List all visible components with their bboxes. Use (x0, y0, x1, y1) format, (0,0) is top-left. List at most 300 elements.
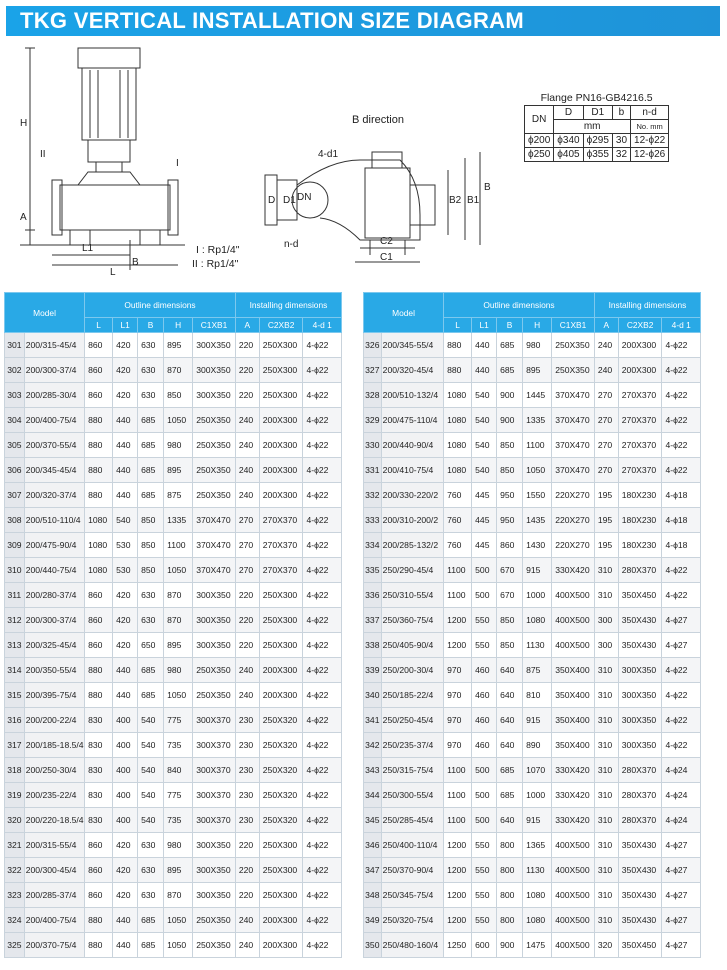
value-cell: 4-ϕ27 (662, 883, 701, 908)
value-cell: 240 (235, 908, 259, 933)
value-cell: 300X370 (193, 708, 236, 733)
header-outline: Outline dimensions (444, 293, 595, 318)
value-cell: 250X320 (259, 733, 303, 758)
row-number: 315 (5, 683, 25, 708)
row-number: 311 (5, 583, 25, 608)
model-cell: 200/475-90/4 (24, 533, 84, 558)
value-cell: 1200 (444, 858, 472, 883)
value-cell: 270X370 (618, 458, 662, 483)
value-cell: 880 (85, 933, 113, 958)
value-cell: 880 (85, 458, 113, 483)
value-cell: 4-ϕ18 (662, 533, 701, 558)
value-cell: 650 (138, 633, 164, 658)
dim-A: A (20, 212, 27, 223)
value-cell: 240 (235, 408, 259, 433)
dim-B2: B2 (449, 195, 462, 206)
value-cell: 685 (138, 908, 164, 933)
value-cell: 240 (235, 433, 259, 458)
value-cell: 860 (85, 583, 113, 608)
value-cell: 250X350 (193, 658, 236, 683)
value-cell: 4-ϕ22 (303, 733, 342, 758)
value-cell: 300X350 (193, 358, 236, 383)
value-cell: 230 (235, 808, 259, 833)
value-cell: 4-ϕ22 (303, 433, 342, 458)
dim-D1: D1 (283, 195, 296, 206)
port-I: I (176, 158, 179, 169)
value-cell: 980 (523, 333, 552, 358)
value-cell: 4-ϕ22 (662, 558, 701, 583)
model-cell: 250/285-45/4 (381, 808, 443, 833)
model-cell: 250/360-75/4 (381, 608, 443, 633)
value-cell: 1080 (444, 458, 472, 483)
model-cell: 200/300-45/4 (24, 858, 84, 883)
table-row (5, 458, 342, 483)
value-cell: 310 (594, 683, 618, 708)
value-cell: 1100 (444, 583, 472, 608)
value-cell: 195 (594, 533, 618, 558)
value-cell: 440 (472, 333, 497, 358)
row-number: 336 (364, 583, 382, 608)
table-row (5, 783, 342, 808)
model-cell: 200/220-18.5/4 (24, 808, 84, 833)
value-cell: 420 (113, 858, 138, 883)
value-cell: 230 (235, 783, 259, 808)
value-cell: 870 (164, 583, 193, 608)
table-row (5, 633, 342, 658)
value-cell: 400X500 (552, 883, 595, 908)
row-number: 306 (5, 458, 25, 483)
value-cell: 4-ϕ24 (662, 758, 701, 783)
value-cell: 250X350 (552, 333, 595, 358)
value-cell: 540 (138, 783, 164, 808)
flange-header-nd: n-d (631, 106, 669, 120)
flange-title: Flange PN16-GB4216.5 (525, 92, 669, 106)
value-cell: 1100 (444, 808, 472, 833)
value-cell: 4-ϕ27 (662, 633, 701, 658)
table-row (364, 683, 701, 708)
value-cell: 685 (138, 408, 164, 433)
value-cell: 350X430 (618, 833, 662, 858)
value-cell: 630 (138, 608, 164, 633)
value-cell: 4-ϕ22 (303, 908, 342, 933)
table-row (364, 658, 701, 683)
value-cell: 640 (497, 808, 523, 833)
value-cell: 980 (164, 658, 193, 683)
value-cell: 630 (138, 383, 164, 408)
row-number: 310 (5, 558, 25, 583)
table-row (364, 933, 701, 958)
value-cell: 500 (472, 783, 497, 808)
size-table-left: Model Outline dimensions Installing dimensions L L1 B H C1XB1 A C2XB2 4-d 1 301 200/315-45/4 860 420 630 895 300X350 220 250X300 4-ϕ22 302 200/300-37/4 860 420 630 870 300X350 220 250X300 4-ϕ22 303 200/285-30/4 860 420 630 850 300X350 220 250X300 4-ϕ22 304 200/400-75/4 880 440 685 1050 250X350 240 200X300 4-ϕ22 305 200/370-55/4 880 440 685 980 250X350 240 200X300 4-ϕ22 306 200/345-45/4 880 440 685 895 250X350 240 200X300 4-ϕ22 307 200/320-37/4 880 440 685 875 250X350 240 200X300 4-ϕ22 308 200/510-110/4 1080 540 850 1335 370X470 270 270X370 4-ϕ22 309 200/475-90/4 1080 530 850 1100 370X470 270 270X370 4-ϕ22 310 200/440-75/4 1080 530 850 1050 370X470 270 270X370 4-ϕ22 311 200/280-37/4 860 420 630 870 300X350 220 250X300 4-ϕ22 312 200/300-37/4 860 420 630 870 300X350 220 250X300 4-ϕ22 313 200/325-45/4 860 420 650 895 300X350 220 250X300 4-ϕ22 314 200/350-55/4 880 440 685 980 250X350 240 200X300 4-ϕ22 315 200/395-75/4 880 440 685 1050 250X350 240 200X300 4-ϕ22 316 200/200-22/4 830 400 540 775 300X370 230 250X320 4-ϕ22 317 200/185-18.5/4 830 400 540 735 300X370 230 250X320 4-ϕ22 318 200/250-30/4 830 400 540 840 300X370 230 250X320 4-ϕ22 319 200/235-22/4 830 400 540 775 300X370 230 250X320 4-ϕ22 320 200/220-18.5/4 830 400 540 735 300X370 230 250X320 4-ϕ22 321 200/315-55/4 860 420 630 980 300X350 220 250X300 4-ϕ22 322 200/300-45/4 860 420 630 895 300X350 220 250X300 4-ϕ22 323 200/285-37/4 860 420 630 870 300X350 220 250X300 4-ϕ22 324 200/400-75/4 880 440 685 1050 250X350 240 200X300 4-ϕ22 325 200/370-75/4 880 440 685 1050 250X350 240 200X300 4-ϕ22 (4, 292, 342, 958)
value-cell: 250X350 (552, 358, 595, 383)
value-cell: 880 (85, 658, 113, 683)
value-cell: 980 (164, 433, 193, 458)
value-cell: 1100 (444, 783, 472, 808)
value-cell: 1080 (523, 608, 552, 633)
value-cell: 440 (113, 658, 138, 683)
legend-II: II : Rp1/4" (192, 258, 239, 270)
value-cell: 310 (594, 858, 618, 883)
value-cell: 1080 (444, 383, 472, 408)
model-cell: 200/185-18.5/4 (24, 733, 84, 758)
row-number: 307 (5, 483, 25, 508)
table-row (5, 433, 342, 458)
value-cell: 180X230 (618, 483, 662, 508)
value-cell: 200X300 (259, 683, 303, 708)
table-row (364, 758, 701, 783)
value-cell: 220X270 (552, 508, 595, 533)
table-row (5, 408, 342, 433)
table-row (364, 433, 701, 458)
flange-header-d1: D1 (583, 106, 612, 120)
value-cell: 1130 (523, 633, 552, 658)
value-cell: 445 (472, 508, 497, 533)
value-cell: 500 (472, 583, 497, 608)
row-number: 339 (364, 658, 382, 683)
value-cell: 300X350 (193, 608, 236, 633)
value-cell: 370X470 (193, 558, 236, 583)
flange-unit: mm (554, 120, 631, 134)
value-cell: 1250 (444, 933, 472, 958)
value-cell: 220 (235, 883, 259, 908)
model-cell: 200/285-132/2 (381, 533, 443, 558)
value-cell: 250X350 (193, 408, 236, 433)
value-cell: 250X320 (259, 708, 303, 733)
value-cell: 540 (138, 758, 164, 783)
model-cell: 250/300-55/4 (381, 783, 443, 808)
value-cell: 4-ϕ22 (303, 783, 342, 808)
value-cell: 300X350 (193, 858, 236, 883)
row-number: 324 (5, 908, 25, 933)
model-cell: 250/370-90/4 (381, 858, 443, 883)
value-cell: 300 (594, 633, 618, 658)
value-cell: 860 (85, 608, 113, 633)
model-cell: 250/290-45/4 (381, 558, 443, 583)
model-cell: 200/345-55/4 (381, 333, 443, 358)
value-cell: 350X430 (618, 633, 662, 658)
value-cell: 830 (85, 758, 113, 783)
value-cell: 400X500 (552, 633, 595, 658)
value-cell: 895 (164, 333, 193, 358)
value-cell: 4-ϕ22 (303, 583, 342, 608)
value-cell: 200X300 (259, 458, 303, 483)
value-cell: 370X470 (193, 533, 236, 558)
table-row (364, 383, 701, 408)
row-number: 314 (5, 658, 25, 683)
value-cell: 370X470 (552, 433, 595, 458)
pump-installation-drawing (0, 40, 727, 290)
value-cell: 4-ϕ22 (303, 358, 342, 383)
value-cell: 630 (138, 333, 164, 358)
value-cell: 270X370 (618, 408, 662, 433)
flange-table (524, 92, 669, 162)
value-cell: 400X500 (552, 608, 595, 633)
row-number: 346 (364, 833, 382, 858)
value-cell: 830 (85, 708, 113, 733)
row-number: 302 (5, 358, 25, 383)
value-cell: 970 (444, 708, 472, 733)
model-cell: 200/400-75/4 (24, 408, 84, 433)
table-row (364, 733, 701, 758)
value-cell: 1080 (444, 433, 472, 458)
value-cell: 4-ϕ22 (303, 333, 342, 358)
value-cell: 630 (138, 833, 164, 858)
value-cell: 670 (497, 583, 523, 608)
value-cell: 800 (497, 858, 523, 883)
value-cell: 500 (472, 558, 497, 583)
row-number: 343 (364, 758, 382, 783)
value-cell: 250X300 (259, 383, 303, 408)
value-cell: 860 (85, 333, 113, 358)
model-cell: 200/400-75/4 (24, 908, 84, 933)
model-cell: 250/200-30/4 (381, 658, 443, 683)
legend-I: I : Rp1/4" (196, 244, 240, 256)
value-cell: 1550 (523, 483, 552, 508)
value-cell: 250X350 (193, 908, 236, 933)
value-cell: 860 (85, 358, 113, 383)
value-cell: 895 (164, 633, 193, 658)
value-cell: 310 (594, 658, 618, 683)
value-cell: 270 (594, 383, 618, 408)
value-cell: 420 (113, 833, 138, 858)
value-cell: 875 (523, 658, 552, 683)
table-row (364, 833, 701, 858)
table-row (364, 808, 701, 833)
row-number: 325 (5, 933, 25, 958)
value-cell: 240 (235, 658, 259, 683)
value-cell: 860 (85, 833, 113, 858)
value-cell: 685 (497, 333, 523, 358)
value-cell: 400X500 (552, 908, 595, 933)
value-cell: 830 (85, 783, 113, 808)
row-number: 334 (364, 533, 382, 558)
value-cell: 240 (235, 483, 259, 508)
value-cell: 1445 (523, 383, 552, 408)
value-cell: 1050 (164, 933, 193, 958)
value-cell: 220 (235, 608, 259, 633)
value-cell: 860 (85, 383, 113, 408)
value-cell: 310 (594, 783, 618, 808)
value-cell: 270 (594, 433, 618, 458)
value-cell: 300X370 (193, 758, 236, 783)
value-cell: 880 (85, 433, 113, 458)
value-cell: 310 (594, 758, 618, 783)
value-cell: 230 (235, 708, 259, 733)
table-row (5, 858, 342, 883)
row-number: 349 (364, 908, 382, 933)
table-row (5, 683, 342, 708)
row-number: 316 (5, 708, 25, 733)
value-cell: 180X230 (618, 533, 662, 558)
value-cell: 540 (138, 733, 164, 758)
table-row (5, 908, 342, 933)
value-cell: 400 (113, 758, 138, 783)
value-cell: 670 (497, 558, 523, 583)
value-cell: 900 (497, 383, 523, 408)
value-cell: 270X370 (259, 533, 303, 558)
value-cell: 370X470 (552, 383, 595, 408)
value-cell: 1475 (523, 933, 552, 958)
dim-L: L (110, 267, 116, 278)
value-cell: 300X350 (193, 633, 236, 658)
table-row (5, 558, 342, 583)
value-cell: 1435 (523, 508, 552, 533)
header-model: Model (364, 293, 444, 333)
header-outline: Outline dimensions (85, 293, 236, 318)
value-cell: 915 (523, 808, 552, 833)
value-cell: 4-ϕ22 (303, 558, 342, 583)
value-cell: 350X400 (552, 708, 595, 733)
table-row (364, 333, 701, 358)
value-cell: 310 (594, 583, 618, 608)
value-cell: 550 (472, 908, 497, 933)
row-number: 313 (5, 633, 25, 658)
value-cell: 440 (472, 358, 497, 383)
value-cell: 830 (85, 733, 113, 758)
table-row (364, 408, 701, 433)
value-cell: 1100 (444, 758, 472, 783)
value-cell: 250X300 (259, 333, 303, 358)
value-cell: 350X450 (618, 583, 662, 608)
value-cell: 760 (444, 533, 472, 558)
value-cell: 1080 (444, 408, 472, 433)
row-number: 326 (364, 333, 382, 358)
value-cell: 440 (113, 683, 138, 708)
table-row (364, 708, 701, 733)
header-model: Model (5, 293, 85, 333)
value-cell: 270X370 (259, 558, 303, 583)
value-cell: 200X300 (259, 408, 303, 433)
table-row (364, 908, 701, 933)
model-cell: 200/370-55/4 (24, 433, 84, 458)
row-number: 322 (5, 858, 25, 883)
value-cell: 250X300 (259, 858, 303, 883)
value-cell: 4-ϕ22 (662, 408, 701, 433)
value-cell: 4-ϕ27 (662, 908, 701, 933)
value-cell: 900 (497, 408, 523, 433)
table-row (5, 758, 342, 783)
model-cell: 200/370-75/4 (24, 933, 84, 958)
value-cell: 195 (594, 508, 618, 533)
value-cell: 685 (138, 458, 164, 483)
value-cell: 1000 (523, 783, 552, 808)
value-cell: 850 (138, 558, 164, 583)
model-cell: 200/350-55/4 (24, 658, 84, 683)
value-cell: 540 (472, 433, 497, 458)
flange-row: ϕ200 ϕ340 ϕ295 30 12-ϕ22 (525, 134, 669, 148)
table-row (364, 358, 701, 383)
value-cell: 420 (113, 383, 138, 408)
value-cell: 440 (113, 933, 138, 958)
value-cell: 270 (594, 408, 618, 433)
value-cell: 330X420 (552, 558, 595, 583)
table-row (5, 383, 342, 408)
value-cell: 330X420 (552, 808, 595, 833)
value-cell: 640 (497, 683, 523, 708)
table-row (364, 533, 701, 558)
value-cell: 1080 (523, 908, 552, 933)
value-cell: 685 (138, 933, 164, 958)
row-number: 317 (5, 733, 25, 758)
value-cell: 4-ϕ22 (303, 608, 342, 633)
model-cell: 250/405-90/4 (381, 633, 443, 658)
table-row (5, 333, 342, 358)
value-cell: 685 (138, 683, 164, 708)
value-cell: 400X500 (552, 933, 595, 958)
value-cell: 300X350 (193, 883, 236, 908)
model-cell: 250/185-22/4 (381, 683, 443, 708)
page-title: TKG VERTICAL INSTALLATION SIZE DIAGRAM (6, 6, 720, 36)
value-cell: 300X370 (193, 783, 236, 808)
row-number: 309 (5, 533, 25, 558)
row-number: 305 (5, 433, 25, 458)
value-cell: 685 (497, 758, 523, 783)
value-cell: 890 (523, 733, 552, 758)
value-cell: 250X320 (259, 783, 303, 808)
model-cell: 200/315-45/4 (24, 333, 84, 358)
value-cell: 950 (497, 483, 523, 508)
model-cell: 200/475-110/4 (381, 408, 443, 433)
model-cell: 250/250-45/4 (381, 708, 443, 733)
table-row (364, 883, 701, 908)
value-cell: 800 (497, 883, 523, 908)
value-cell: 200X300 (618, 333, 662, 358)
value-cell: 4-ϕ22 (662, 333, 701, 358)
value-cell: 230 (235, 733, 259, 758)
value-cell: 4-ϕ22 (662, 733, 701, 758)
value-cell: 900 (497, 933, 523, 958)
value-cell: 860 (85, 633, 113, 658)
row-number: 345 (364, 808, 382, 833)
value-cell: 630 (138, 358, 164, 383)
size-table-right: Model Outline dimensions Installing dimensions L L1 B H C1XB1 A C2XB2 4-d 1 326 200/345-55/4 880 440 685 980 250X350 240 200X300 4-ϕ22 327 200/320-45/4 880 440 685 895 250X350 240 200X300 4-ϕ22 328 200/510-132/4 1080 540 900 1445 370X470 270 270X370 4-ϕ22 329 200/475-110/4 1080 540 900 1335 370X470 270 270X370 4-ϕ22 330 200/440-90/4 1080 540 850 1100 370X470 270 270X370 4-ϕ22 331 200/410-75/4 1080 540 850 1050 370X470 270 270X370 4-ϕ22 332 200/330-220/2 760 445 950 1550 220X270 195 180X230 4-ϕ18 333 200/310-200/2 760 445 950 1435 220X270 195 180X230 4-ϕ18 334 200/285-132/2 760 445 860 1430 220X270 195 180X230 4-ϕ18 335 250/290-45/4 1100 500 670 915 330X420 310 280X370 4-ϕ22 336 250/310-55/4 1100 500 670 1000 400X500 310 350X450 4-ϕ22 337 250/360-75/4 1200 550 850 1080 400X500 300 350X430 4-ϕ27 338 250/405-90/4 1200 550 850 1130 400X500 300 350X430 4-ϕ27 339 250/200-30/4 970 460 640 875 350X400 310 300X350 4-ϕ22 340 250/185-22/4 970 460 640 810 350X400 310 300X350 4-ϕ22 341 250/250-45/4 970 460 640 915 350X400 310 300X350 4-ϕ22 342 250/235-37/4 970 460 640 890 350X400 310 300X350 4-ϕ22 343 250/315-75/4 1100 500 685 1070 330X420 310 280X370 4-ϕ24 344 250/300-55/4 1100 500 685 1000 330X420 310 280X370 4-ϕ24 345 250/285-45/4 1100 500 640 915 330X420 310 280X370 4-ϕ24 346 250/400-110/4 1200 550 800 1365 400X500 310 350X430 4-ϕ27 347 250/370-90/4 1200 550 800 1130 400X500 310 350X430 4-ϕ27 348 250/345-75/4 1200 550 800 1080 400X500 310 350X430 4-ϕ27 349 250/320-75/4 1200 550 800 1080 400X500 310 350X430 4-ϕ27 350 250/480-160/4 1250 600 900 1475 400X500 320 350X450 4-ϕ27 (363, 292, 701, 958)
row-number: 319 (5, 783, 25, 808)
value-cell: 440 (113, 908, 138, 933)
value-cell: 1080 (85, 533, 113, 558)
value-cell: 860 (85, 883, 113, 908)
b-direction-label: B direction (352, 114, 404, 126)
value-cell: 320 (594, 933, 618, 958)
value-cell: 440 (113, 408, 138, 433)
value-cell: 220 (235, 358, 259, 383)
value-cell: 400 (113, 733, 138, 758)
value-cell: 440 (113, 483, 138, 508)
model-cell: 200/300-37/4 (24, 608, 84, 633)
value-cell: 4-ϕ22 (303, 708, 342, 733)
value-cell: 240 (235, 683, 259, 708)
row-number: 304 (5, 408, 25, 433)
table-row (5, 508, 342, 533)
value-cell: 460 (472, 733, 497, 758)
value-cell: 4-ϕ22 (662, 383, 701, 408)
value-cell: 1365 (523, 833, 552, 858)
value-cell: 500 (472, 808, 497, 833)
flange-row: ϕ250 ϕ405 ϕ355 32 12-ϕ26 (525, 148, 669, 162)
value-cell: 195 (594, 483, 618, 508)
value-cell: 1050 (164, 908, 193, 933)
value-cell: 550 (472, 633, 497, 658)
value-cell: 540 (138, 808, 164, 833)
port-II: II (40, 149, 46, 160)
value-cell: 980 (164, 833, 193, 858)
table-row (5, 583, 342, 608)
value-cell: 250X350 (193, 483, 236, 508)
value-cell: 640 (497, 733, 523, 758)
value-cell: 220 (235, 383, 259, 408)
value-cell: 240 (594, 358, 618, 383)
value-cell: 4-ϕ27 (662, 608, 701, 633)
model-cell: 200/280-37/4 (24, 583, 84, 608)
